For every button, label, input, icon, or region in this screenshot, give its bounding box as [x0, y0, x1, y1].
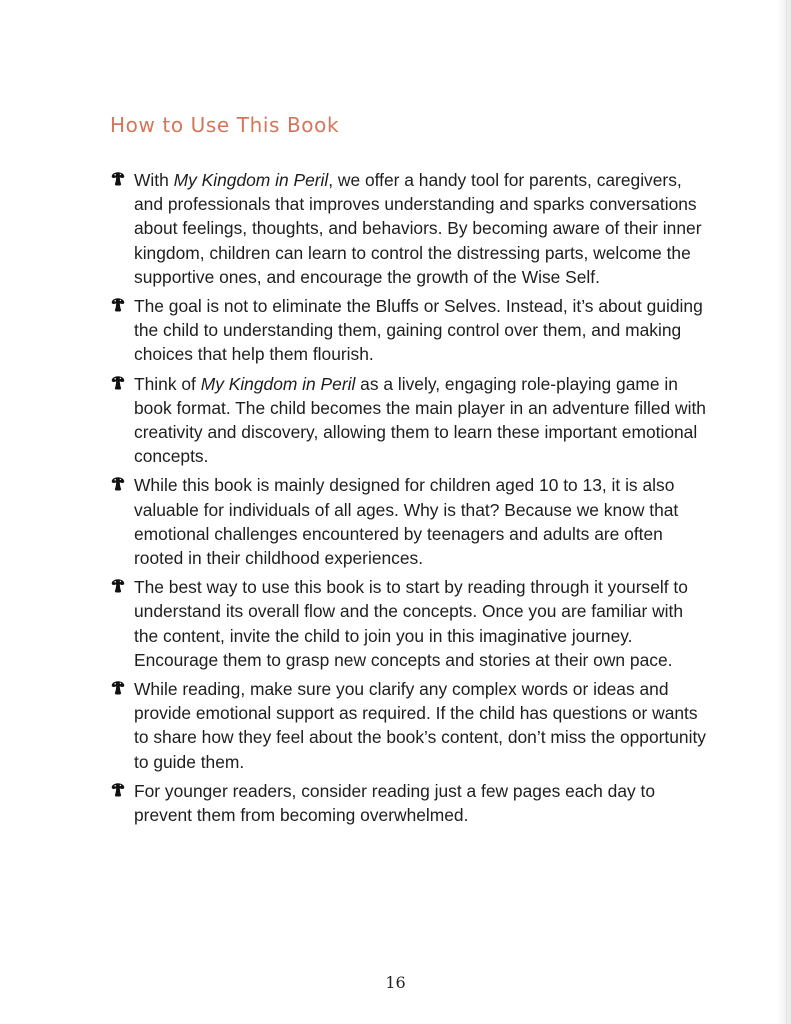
mushroom-icon — [110, 680, 126, 696]
list-item-text: While this book is mainly designed for children aged 10 to 13, it is also valuable for individuals of all ages. Why is that? Because we know that emotional challenges encountered by teenagers and adults are often rooted in their childhood experiences. — [134, 475, 679, 569]
page-number: 16 — [385, 973, 406, 992]
mushroom-icon — [110, 297, 126, 313]
list-item — [110, 372, 710, 469]
list-item — [110, 294, 710, 367]
list-item — [110, 575, 710, 672]
list-item-text: The goal is not to eliminate the Bluffs or Selves. Instead, it’s about guiding the child to understanding them, gaining control over them, and making choices that help them flourish. — [134, 296, 703, 365]
mushroom-icon — [110, 476, 126, 492]
page-edge-line — [786, 0, 787, 1024]
list-item — [110, 779, 710, 827]
mushroom-icon — [110, 578, 126, 594]
mushroom-icon — [110, 375, 126, 391]
list-item — [110, 168, 710, 289]
list-item — [110, 677, 710, 774]
list-item-text: With My Kingdom in Peril, we offer a handy tool for parents, caregivers, and professionals that improves understanding and sparks conversations about feelings, thoughts, and behaviors. By becoming aware of their inner kingdom, children can learn to control the distressing parts, welcome the supportive ones, and encourage the growth of the Wise Self. — [134, 170, 702, 287]
page-title: How to Use This Book — [110, 113, 340, 137]
mushroom-icon — [110, 782, 126, 798]
page-edge-shadow — [777, 0, 791, 1024]
list-item-text: Think of My Kingdom in Peril as a lively, engaging role-playing game in book format. The child becomes the main player in an adventure filled with creativity and discovery, allowing them to learn these important emotional concepts. — [134, 373, 706, 467]
list-item — [110, 473, 710, 570]
mushroom-icon — [110, 171, 126, 187]
list-item-text: The best way to use this book is to start by reading through it yourself to understand its overall flow and the concepts. Once you are familiar with the content, invite the child to join you in this imaginative journey. Encourage them to grasp new concepts and stories at their own pace. — [134, 577, 688, 670]
instruction-list — [110, 168, 710, 832]
list-item-text: While reading, make sure you clarify any complex words or ideas and provide emotional support as required. If the child has questions or wants to share how they feel about the book’s content, don’t miss the opportunity to guide them. — [134, 679, 706, 772]
list-item-text: For younger readers, consider reading just a few pages each day to prevent them from becoming overwhelmed. — [134, 780, 656, 826]
